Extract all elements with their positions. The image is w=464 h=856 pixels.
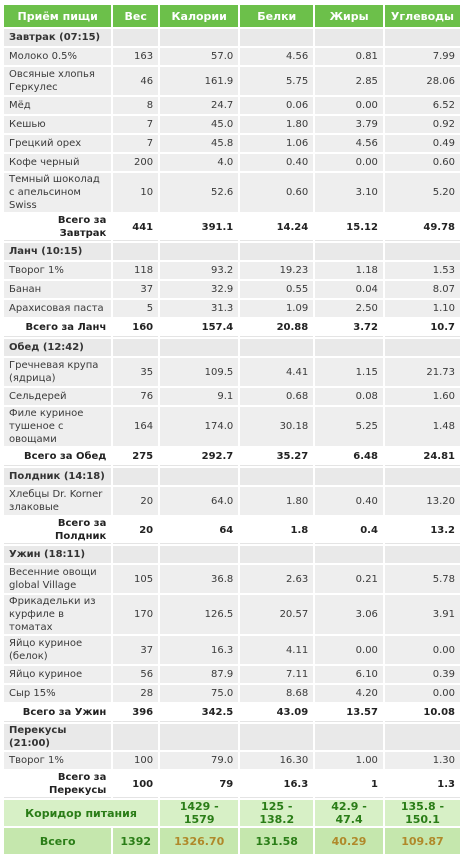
food-name: Банан [4, 281, 111, 298]
meal-total-weight: 441 [113, 214, 158, 241]
meal-header-cell [315, 339, 383, 356]
food-weight: 46 [113, 67, 158, 95]
food-weight: 20 [113, 487, 158, 515]
food-protein: 1.80 [240, 487, 313, 515]
meal-header-cell [385, 468, 460, 485]
meal-total-protein: 16.3 [240, 771, 313, 798]
food-carbs: 13.20 [385, 487, 460, 515]
food-row [4, 262, 460, 279]
food-calories: 52.6 [160, 173, 238, 212]
food-protein: 0.55 [240, 281, 313, 298]
food-fat: 6.10 [315, 666, 383, 683]
meal-total-protein: 1.8 [240, 517, 313, 544]
food-name: Филе куриное тушеное с овощами [4, 407, 111, 446]
food-weight: 200 [113, 154, 158, 171]
food-calories: 16.3 [160, 636, 238, 664]
meal-header-cell [113, 339, 158, 356]
food-weight: 37 [113, 281, 158, 298]
food-row [4, 407, 460, 446]
food-row [4, 67, 460, 95]
meal-header-row [4, 243, 460, 260]
food-carbs: 21.73 [385, 358, 460, 386]
food-fat: 3.10 [315, 173, 383, 212]
food-fat: 0.00 [315, 636, 383, 664]
food-row [4, 565, 460, 593]
food-calories: 79.0 [160, 752, 238, 769]
meal-header-cell [240, 546, 313, 563]
meal-header-cell [385, 724, 460, 750]
food-carbs: 0.49 [385, 135, 460, 152]
food-fat: 0.04 [315, 281, 383, 298]
header-meal: Приём пищи [4, 5, 111, 27]
food-row [4, 281, 460, 298]
meal-total-calories: 64 [160, 517, 238, 544]
meal-header-cell [113, 243, 158, 260]
meal-header-row [4, 724, 460, 750]
meal-total-label: Всего за Полдник [4, 517, 111, 544]
meal-total-carbs: 24.81 [385, 448, 460, 466]
food-name: Весенние овощи global Village [4, 565, 111, 593]
food-fat: 4.20 [315, 685, 383, 702]
food-protein: 8.68 [240, 685, 313, 702]
food-carbs: 5.20 [385, 173, 460, 212]
meal-total-calories: 391.1 [160, 214, 238, 241]
food-calories: 161.9 [160, 67, 238, 95]
meal-name: Завтрак (07:15) [4, 29, 111, 46]
food-carbs: 3.91 [385, 595, 460, 634]
meal-header-cell [385, 339, 460, 356]
food-protein: 0.40 [240, 154, 313, 171]
food-weight: 118 [113, 262, 158, 279]
meal-total-row [4, 771, 460, 798]
food-weight: 163 [113, 48, 158, 65]
meal-total-label: Всего за Завтрак [4, 214, 111, 241]
food-protein: 0.68 [240, 388, 313, 405]
meal-name: Ужин (18:11) [4, 546, 111, 563]
food-fat: 0.21 [315, 565, 383, 593]
meal-total-carbs: 13.2 [385, 517, 460, 544]
meal-header-row [4, 29, 460, 46]
food-name: Яйцо куриное [4, 666, 111, 683]
meal-total-fat: 0.4 [315, 517, 383, 544]
meal-total-row [4, 319, 460, 337]
food-protein: 1.06 [240, 135, 313, 152]
meal-header-row [4, 468, 460, 485]
meal-header-cell [160, 339, 238, 356]
food-fat: 0.81 [315, 48, 383, 65]
food-row [4, 666, 460, 683]
food-protein: 0.06 [240, 97, 313, 114]
food-name: Яйцо куриное (белок) [4, 636, 111, 664]
grand-total-calories: 1326.70 [160, 828, 238, 854]
meal-header-cell [240, 243, 313, 260]
food-name: Творог 1% [4, 262, 111, 279]
header-weight: Вес [113, 5, 158, 27]
header-protein: Белки [240, 5, 313, 27]
food-name: Сельдерей [4, 388, 111, 405]
meal-header-row [4, 339, 460, 356]
food-row [4, 97, 460, 114]
meal-total-row [4, 448, 460, 466]
food-weight: 8 [113, 97, 158, 114]
corridor-row [4, 800, 460, 826]
food-fat: 0.08 [315, 388, 383, 405]
food-name: Кешью [4, 116, 111, 133]
food-weight: 100 [113, 752, 158, 769]
food-fat: 3.79 [315, 116, 383, 133]
meal-total-weight: 20 [113, 517, 158, 544]
food-carbs: 28.06 [385, 67, 460, 95]
food-row [4, 116, 460, 133]
food-carbs: 0.60 [385, 154, 460, 171]
meal-total-weight: 100 [113, 771, 158, 798]
food-name: Творог 1% [4, 752, 111, 769]
food-name: Овсяные хлопья Геркулес [4, 67, 111, 95]
food-name: Кофе черный [4, 154, 111, 171]
food-carbs: 5.78 [385, 565, 460, 593]
header-fat: Жиры [315, 5, 383, 27]
food-carbs: 1.48 [385, 407, 460, 446]
food-protein: 0.60 [240, 173, 313, 212]
meal-header-cell [160, 468, 238, 485]
meal-header-cell [315, 29, 383, 46]
table-body [4, 29, 460, 854]
food-carbs: 8.07 [385, 281, 460, 298]
food-row [4, 300, 460, 317]
food-calories: 31.3 [160, 300, 238, 317]
food-name: Гречневая крупа (ядрица) [4, 358, 111, 386]
food-fat: 0.00 [315, 154, 383, 171]
food-calories: 45.0 [160, 116, 238, 133]
food-row [4, 685, 460, 702]
food-fat: 0.40 [315, 487, 383, 515]
meal-total-carbs: 10.08 [385, 704, 460, 722]
meal-header-cell [315, 243, 383, 260]
corridor-carbs: 135.8 - 150.1 [385, 800, 460, 826]
food-fat: 0.00 [315, 97, 383, 114]
food-name: Фрикадельки из курфиле в томатах [4, 595, 111, 634]
food-row [4, 135, 460, 152]
food-fat: 3.06 [315, 595, 383, 634]
food-weight: 35 [113, 358, 158, 386]
food-row [4, 595, 460, 634]
food-fat: 2.50 [315, 300, 383, 317]
meal-header-cell [113, 546, 158, 563]
food-calories: 174.0 [160, 407, 238, 446]
food-carbs: 1.60 [385, 388, 460, 405]
meal-name: Полдник (14:18) [4, 468, 111, 485]
food-weight: 7 [113, 135, 158, 152]
food-weight: 28 [113, 685, 158, 702]
food-weight: 76 [113, 388, 158, 405]
meal-total-calories: 292.7 [160, 448, 238, 466]
meal-total-fat: 15.12 [315, 214, 383, 241]
meal-header-cell [240, 29, 313, 46]
food-protein: 19.23 [240, 262, 313, 279]
meal-total-weight: 396 [113, 704, 158, 722]
meal-total-row [4, 214, 460, 241]
food-carbs: 6.52 [385, 97, 460, 114]
nutrition-table [2, 3, 462, 856]
food-name: Арахисовая паста [4, 300, 111, 317]
food-calories: 4.0 [160, 154, 238, 171]
food-fat: 1.18 [315, 262, 383, 279]
food-fat: 2.85 [315, 67, 383, 95]
meal-total-protein: 43.09 [240, 704, 313, 722]
food-fat: 1.00 [315, 752, 383, 769]
meal-header-cell [315, 468, 383, 485]
corridor-protein: 125 - 138.2 [240, 800, 313, 826]
meal-total-weight: 275 [113, 448, 158, 466]
food-row [4, 154, 460, 171]
meal-header-cell [113, 468, 158, 485]
food-weight: 164 [113, 407, 158, 446]
food-row [4, 487, 460, 515]
meal-total-calories: 79 [160, 771, 238, 798]
meal-header-cell [240, 468, 313, 485]
meal-name: Перекусы (21:00) [4, 724, 111, 750]
meal-total-row [4, 704, 460, 722]
meal-header-cell [385, 29, 460, 46]
meal-total-weight: 160 [113, 319, 158, 337]
food-calories: 32.9 [160, 281, 238, 298]
food-calories: 109.5 [160, 358, 238, 386]
food-calories: 64.0 [160, 487, 238, 515]
meal-total-calories: 342.5 [160, 704, 238, 722]
header-carbs: Углеводы [385, 5, 460, 27]
food-fat: 4.56 [315, 135, 383, 152]
grand-total-fat: 40.29 [315, 828, 383, 854]
food-row [4, 636, 460, 664]
food-row [4, 752, 460, 769]
food-calories: 93.2 [160, 262, 238, 279]
meal-total-calories: 157.4 [160, 319, 238, 337]
food-fat: 1.15 [315, 358, 383, 386]
grand-total-weight: 1392 [113, 828, 158, 854]
meal-header-cell [240, 339, 313, 356]
meal-header-cell [315, 546, 383, 563]
meal-header-cell [160, 724, 238, 750]
meal-total-carbs: 10.7 [385, 319, 460, 337]
food-weight: 56 [113, 666, 158, 683]
meal-header-cell [113, 724, 158, 750]
meal-header-cell [160, 29, 238, 46]
food-row [4, 48, 460, 65]
meal-total-protein: 20.88 [240, 319, 313, 337]
food-weight: 37 [113, 636, 158, 664]
meal-header-cell [385, 546, 460, 563]
food-name: Сыр 15% [4, 685, 111, 702]
food-calories: 87.9 [160, 666, 238, 683]
food-carbs: 0.39 [385, 666, 460, 683]
food-protein: 1.80 [240, 116, 313, 133]
corridor-fat: 42.9 - 47.4 [315, 800, 383, 826]
food-protein: 5.75 [240, 67, 313, 95]
food-weight: 7 [113, 116, 158, 133]
food-row [4, 388, 460, 405]
food-calories: 45.8 [160, 135, 238, 152]
food-carbs: 1.53 [385, 262, 460, 279]
food-calories: 75.0 [160, 685, 238, 702]
table-header-row [4, 5, 460, 27]
food-protein: 2.63 [240, 565, 313, 593]
header-calories: Калории [160, 5, 238, 27]
meal-header-cell [385, 243, 460, 260]
meal-total-carbs: 1.3 [385, 771, 460, 798]
food-calories: 36.8 [160, 565, 238, 593]
food-carbs: 0.00 [385, 636, 460, 664]
meal-total-row [4, 517, 460, 544]
meal-total-carbs: 49.78 [385, 214, 460, 241]
food-row [4, 358, 460, 386]
meal-name: Обед (12:42) [4, 339, 111, 356]
food-calories: 126.5 [160, 595, 238, 634]
meal-header-cell [160, 243, 238, 260]
food-weight: 10 [113, 173, 158, 212]
food-carbs: 1.10 [385, 300, 460, 317]
meal-total-fat: 6.48 [315, 448, 383, 466]
food-fat: 5.25 [315, 407, 383, 446]
meal-total-fat: 3.72 [315, 319, 383, 337]
food-protein: 30.18 [240, 407, 313, 446]
food-name: Молоко 0.5% [4, 48, 111, 65]
meal-total-fat: 13.57 [315, 704, 383, 722]
grand-total-protein: 131.58 [240, 828, 313, 854]
food-weight: 5 [113, 300, 158, 317]
meal-total-fat: 1 [315, 771, 383, 798]
meal-header-cell [113, 29, 158, 46]
meal-header-cell [160, 546, 238, 563]
food-carbs: 0.00 [385, 685, 460, 702]
meal-header-row [4, 546, 460, 563]
meal-header-cell [240, 724, 313, 750]
meal-total-protein: 14.24 [240, 214, 313, 241]
food-calories: 9.1 [160, 388, 238, 405]
food-weight: 170 [113, 595, 158, 634]
food-protein: 4.41 [240, 358, 313, 386]
grand-total-row [4, 828, 460, 854]
food-calories: 24.7 [160, 97, 238, 114]
food-protein: 7.11 [240, 666, 313, 683]
meal-total-label: Всего за Обед [4, 448, 111, 466]
food-name: Хлебцы Dr. Korner злаковые [4, 487, 111, 515]
meal-total-label: Всего за Ланч [4, 319, 111, 337]
corridor-calories: 1429 - 1579 [160, 800, 238, 826]
meal-total-label: Всего за Перекусы [4, 771, 111, 798]
meal-name: Ланч (10:15) [4, 243, 111, 260]
meal-header-cell [315, 724, 383, 750]
food-protein: 16.30 [240, 752, 313, 769]
food-carbs: 1.30 [385, 752, 460, 769]
corridor-label: Коридор питания [4, 800, 158, 826]
food-protein: 20.57 [240, 595, 313, 634]
food-carbs: 0.92 [385, 116, 460, 133]
food-name: Грецкий орех [4, 135, 111, 152]
food-name: Мёд [4, 97, 111, 114]
food-protein: 4.11 [240, 636, 313, 664]
food-protein: 1.09 [240, 300, 313, 317]
food-carbs: 7.99 [385, 48, 460, 65]
grand-total-carbs: 109.87 [385, 828, 460, 854]
meal-total-protein: 35.27 [240, 448, 313, 466]
food-weight: 105 [113, 565, 158, 593]
food-name: Темный шоколад с апельсином Swiss [4, 173, 111, 212]
food-calories: 57.0 [160, 48, 238, 65]
food-row [4, 173, 460, 212]
grand-total-label: Всего [4, 828, 111, 854]
food-protein: 4.56 [240, 48, 313, 65]
meal-total-label: Всего за Ужин [4, 704, 111, 722]
